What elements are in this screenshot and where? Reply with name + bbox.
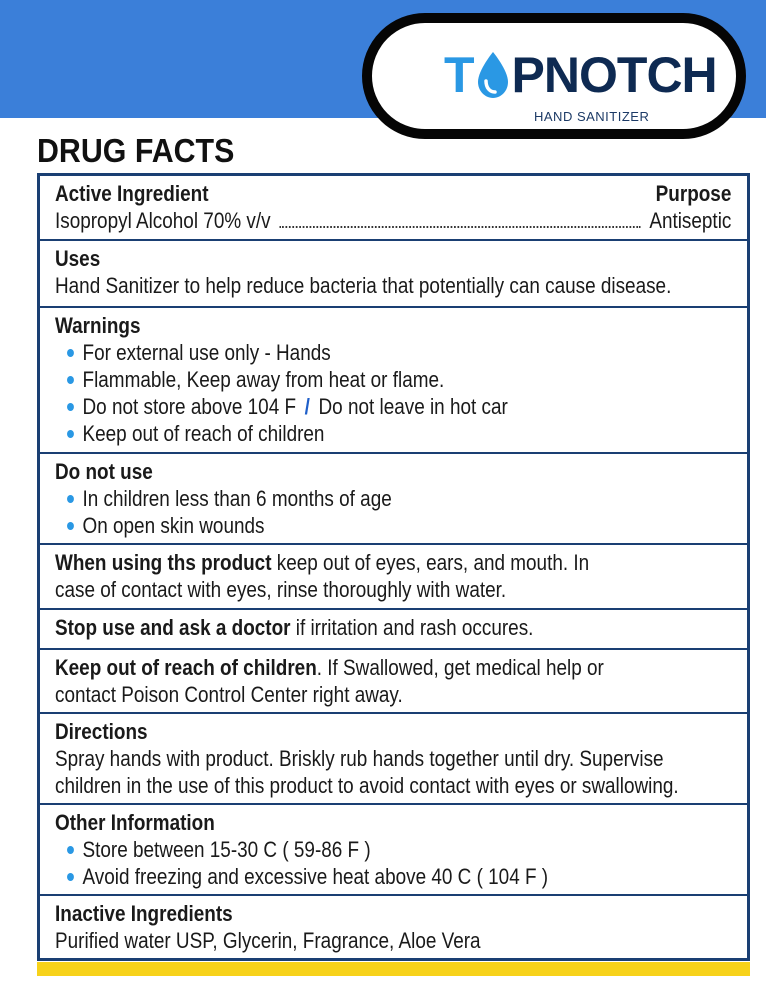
when-using-text: keep out of eyes, ears, and mouth. In [271, 550, 590, 575]
bullet-dot-icon [67, 522, 74, 530]
active-ingredient-section [40, 176, 747, 239]
keep-out-heading: Keep out of reach of children [55, 655, 317, 680]
active-ingredient-heading: Active Ingredient [55, 181, 209, 206]
bullet-dot-icon [67, 376, 74, 384]
other-information-item: Store between 15-30 C ( 59-86 F ) [55, 836, 731, 863]
uses-heading: Uses [55, 246, 101, 271]
logo-subtitle: HAND SANITIZER [534, 109, 650, 124]
warnings-section [40, 306, 747, 452]
brand-logo [362, 13, 746, 139]
dotted-leader [279, 226, 641, 228]
warning-item-extra: Do not leave in hot car [318, 394, 508, 419]
bullet-dot-icon [67, 846, 74, 854]
inactive-ingredients-heading: Inactive Ingredients [55, 901, 233, 926]
when-using-section [40, 543, 747, 608]
warning-item: Flammable, Keep away from heat or flame. [55, 366, 731, 393]
do-not-use-item: In children less than 6 months of age [55, 485, 731, 512]
bullet-dot-icon [67, 403, 74, 411]
water-drop-icon [475, 50, 511, 100]
directions-text: Spray hands with product. Briskly rub hands together until dry. Supervise [55, 746, 664, 771]
keep-out-text-2: contact Poison Control Center right away. [55, 682, 403, 707]
do-not-use-item: On open skin wounds [55, 512, 731, 539]
bullet-dot-icon [67, 349, 74, 357]
other-information-item: Avoid freezing and excessive heat above 40 C ( 104 F ) [55, 863, 731, 890]
bullet-dot-icon [67, 430, 74, 438]
keep-out-section [40, 648, 747, 712]
directions-section [40, 712, 747, 803]
purpose-heading: Purpose [655, 181, 732, 206]
bullet-dot-icon [67, 873, 74, 881]
directions-text-2: children in the use of this product to avoid contact with eyes or swallowing. [55, 773, 679, 798]
page-title: DRUG FACTS [37, 132, 235, 169]
active-ingredient-value: Isopropyl Alcohol 70% v/v [55, 208, 271, 233]
do-not-use-section [40, 452, 747, 543]
bullet-dot-icon [67, 495, 74, 503]
warning-item: Keep out of reach of children [55, 420, 731, 447]
uses-text: Hand Sanitizer to help reduce bacteria that potentially can cause disease. [55, 273, 672, 298]
slash-separator: / [304, 394, 310, 419]
logo-letters: PNOTCH [511, 47, 717, 103]
stop-use-section [40, 608, 747, 648]
stop-use-heading: Stop use and ask a doctor [55, 615, 291, 640]
keep-out-text: . If Swallowed, get medical help or [316, 655, 604, 680]
warning-item: For external use only - Hands [55, 339, 731, 366]
inactive-ingredients-text: Purified water USP, Glycerin, Fragrance, Aloe Vera [55, 928, 481, 953]
warning-item: Do not store above 104 F / Do not leave in hot car [55, 393, 731, 420]
purpose-value: Antiseptic [649, 208, 732, 233]
when-using-heading: When using ths product [55, 550, 272, 575]
logo-wordmark [444, 47, 717, 103]
warnings-heading: Warnings [55, 313, 141, 338]
other-information-heading: Other Information [55, 810, 215, 835]
footer-yellow-bar [37, 962, 750, 976]
drug-facts-panel [37, 173, 750, 961]
uses-section [40, 239, 747, 306]
when-using-text-2: case of contact with eyes, rinse thoroughly with water. [55, 577, 507, 602]
logo-letter-t: T [444, 47, 474, 103]
do-not-use-heading: Do not use [55, 459, 153, 484]
inactive-ingredients-section [40, 894, 747, 958]
other-information-section [40, 803, 747, 894]
stop-use-text: if irritation and rash occures. [290, 615, 534, 640]
directions-heading: Directions [55, 719, 148, 744]
